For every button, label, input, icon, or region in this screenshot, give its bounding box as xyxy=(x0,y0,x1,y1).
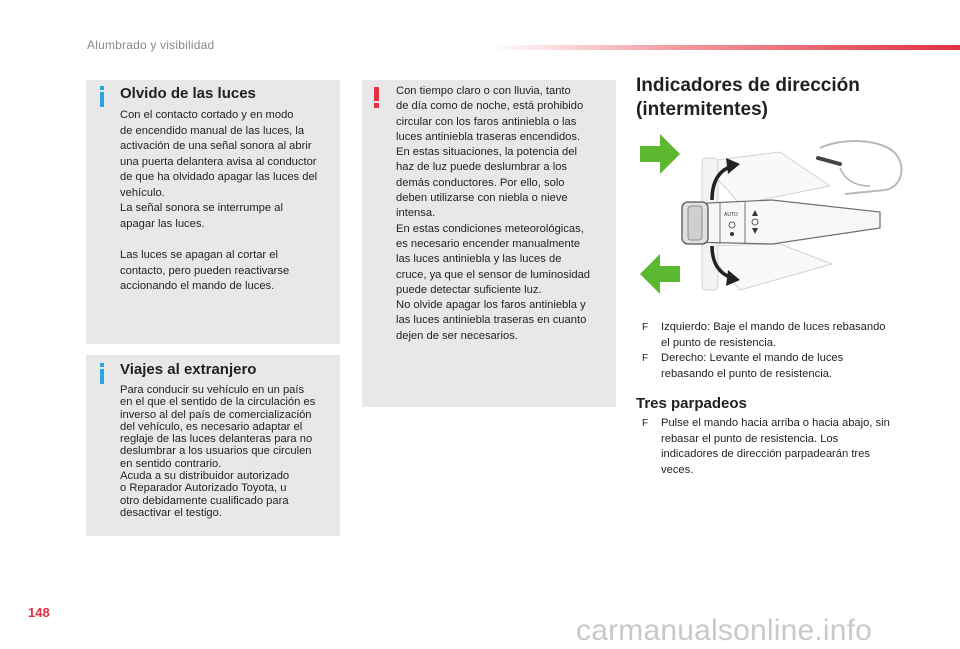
info-icon xyxy=(100,86,104,107)
box-text-olvido-2: Las luces se apagan al cortar el contacto, pero pueden reactivarse accionando el mando de luces. xyxy=(120,249,290,292)
list-item-text: Izquierdo: Baje el mando de luces rebasando el punto de resistencia. xyxy=(661,321,886,349)
list-item xyxy=(642,351,892,382)
warning-icon xyxy=(374,87,379,108)
bullet-icon: F xyxy=(642,418,649,429)
arrow-right-icon xyxy=(640,134,680,174)
warning-text: Con tiempo claro o con lluvia, tanto de día como de noche, está prohibido circular con los faros antiniebla o las luces antiniebla traseras encendidos. En estas situaciones, la potencia del haz de luz puede deslumbrar a los demás conductores. Por ello, solo deben utilizarse con niebla o nieve intensa. En estas condiciones meteorológicas, es necesario encender manualmente las luces antiniebla y las luces de cruce, ya que el sensor de luminosidad puede detectar suficiente luz. No olvide apagar los faros antiniebla y las luces antiniebla traseras en cuanto dejen de ser necesarios. xyxy=(396,85,591,342)
bullet-icon: F xyxy=(642,353,649,364)
info-box-viajes xyxy=(86,355,340,536)
section-title-tres-parpadeos: Tres parpadeos xyxy=(636,395,747,412)
bullet-icon: F xyxy=(642,322,649,333)
stalk-up-position xyxy=(702,152,830,204)
list-item-text: Pulse el mando hacia arriba o hacia abajo, sin rebasar el punto de resistencia. Los indicadores de dirección parpadearán tres veces. xyxy=(661,417,890,476)
info-box-olvido xyxy=(86,80,340,344)
list-item-text: Derecho: Levante el mando de luces rebasando el punto de resistencia. xyxy=(661,352,844,380)
arrow-left-icon xyxy=(640,254,680,294)
box-text-viajes: Para conducir su vehículo en un país en el que el sentido de la circulación es inverso al del país de comercialización del vehículo, es necesario adaptar el reglaje de las luces delanteras para no deslumbrar a los usuarios que circulen en sentido contrario. Acuda a su distribuidor autorizado o Reparador Autorizado Toyota, u otro debidamente cualificado para desactivar el testigo. xyxy=(120,384,316,519)
box-text-olvido-1: Con el contacto cortado y en modo de encendido manual de las luces, la activación de una señal sonora al abrir una puerta delantera avisa al conductor de que ha olvidado apagar las luces del vehículo. La señal sonora se interrumpe al apagar las luces. xyxy=(120,109,318,230)
running-header: Alumbrado y visibilidad xyxy=(87,38,215,52)
header-accent-bar xyxy=(490,45,960,50)
stalk-down-position xyxy=(702,242,832,290)
info-icon xyxy=(100,363,104,384)
list-item xyxy=(642,320,892,351)
page-number: 148 xyxy=(28,605,50,620)
auto-label: AUTO xyxy=(724,212,738,218)
turn-signal-stalk-illustration xyxy=(640,128,940,308)
box-title-olvido: Olvido de las luces xyxy=(120,85,256,102)
indicadores-list xyxy=(642,320,892,382)
tres-list xyxy=(642,416,892,478)
light-stalk xyxy=(682,200,880,244)
list-item xyxy=(642,416,892,478)
steering-wheel xyxy=(820,141,902,194)
warning-box-antiniebla xyxy=(362,80,616,407)
box-title-viajes: Viajes al extranjero xyxy=(120,361,257,378)
watermark: carmanualsonline.info xyxy=(576,614,873,647)
section-title-indicadores: Indicadores de dirección (intermitentes) xyxy=(636,75,860,120)
